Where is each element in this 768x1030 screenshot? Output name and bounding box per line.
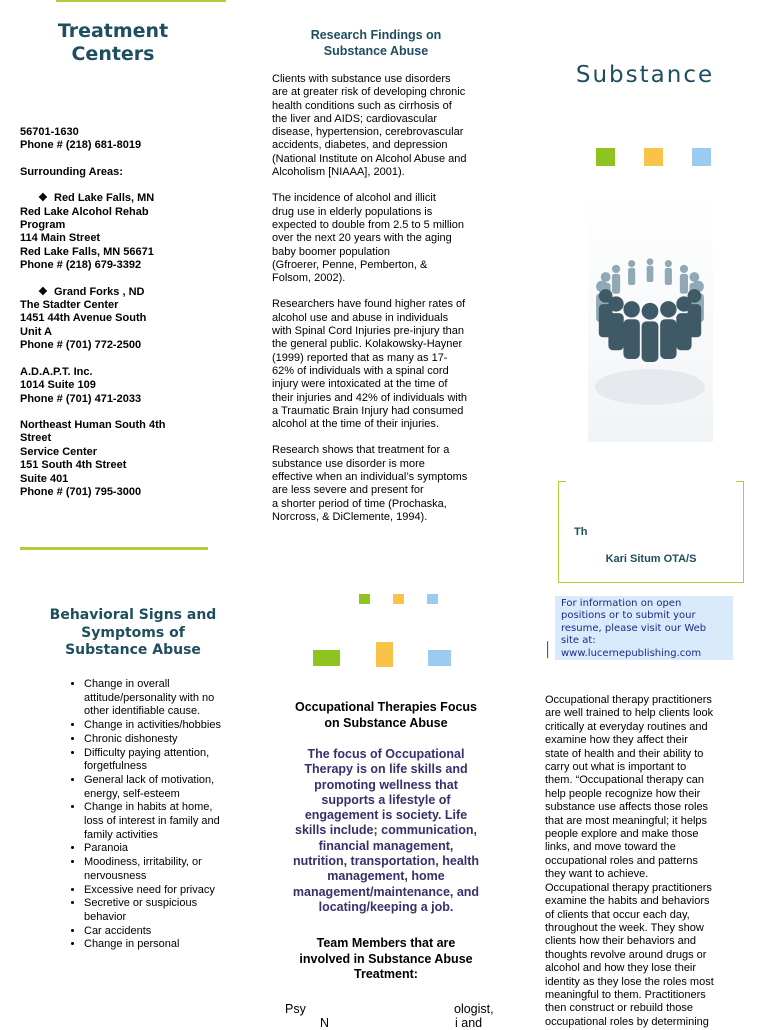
location-label: Grand Forks , ND: [54, 285, 145, 298]
phone-text: Phone # (218) 681-8019: [20, 139, 142, 152]
research-paragraph: Researchers have found higher rates of alcohol use and abuse in individuals with Spinal Cord Injuries pre-injury than the general public. Kolakowsky-Hayner (1999) reported that as many as 17- 62% of individuals with a spinal cord injury were intoxicated at the time of their injuries and 42% of individuals with a Traumatic Brain Injury had consumed alcohol at the time of their injuries.: [272, 298, 468, 431]
person-figure-body: [628, 268, 635, 285]
ot-paragraph: Occupational therapy practitioners are well trained to help clients look critically at everyday routines and examine how they affect their state of health and their ability to carry out what is important to them. “Occupational therapy can help people recognize how their substance use affects those roles that are most meaningful; it helps people explore and make those links, and move toward the occupational roles and patterns they want to achieve. Occupational therapy practitioners examine the habits and behaviors of clients that occur each day, throughout the week. They show clients how their behaviors and thoughts revolve around drugs or alcohol and how they lose their identity as they lose the roles most meaningful to them. Practitioners then construct or rebuild those occupational roles by determining: [545, 694, 714, 1028]
person-figure-head: [665, 260, 672, 267]
blue-square: [428, 650, 451, 666]
team-member-fragment: Psy: [285, 1002, 306, 1016]
author-box-top-edge: [736, 481, 744, 482]
surrounding-areas-label: Surrounding Areas:: [20, 165, 123, 178]
adapt-address: A.D.A.P.T. Inc. 1014 Suite 109 Phone # (701) 471-2033: [20, 365, 142, 405]
rule-divider-left: [20, 547, 208, 550]
orange-square: [644, 148, 663, 166]
signs-title: Behavioral Signs and Symptoms of Substance Abuse: [49, 607, 217, 658]
person-figure-body: [647, 266, 654, 282]
signs-list: [64, 678, 224, 952]
research-paragraph: Clients with substance use disorders are at greater risk of developing chronic health conditions such as cirrhosis of the liver and AIDS; cardiovascular disease, hypertension, cerebrovascular accidents, diabetes, and depression (National Institute on Alcohol Abuse and Alcoholism [NIAAA], 2001).: [272, 73, 467, 179]
sign-list-item: • Moodiness, irritability, or nervousness: [84, 856, 224, 883]
person-figure-head: [601, 272, 611, 282]
box-partial-text: Th: [574, 526, 588, 538]
research-body: [272, 73, 492, 524]
green-square: [596, 148, 615, 166]
orange-square: [376, 642, 393, 667]
green-square: [313, 650, 340, 666]
location-bullet-redlake: [20, 192, 240, 205]
team-member-fragment: N: [320, 1016, 330, 1030]
stadter-address: The Stadter Center 1451 44th Avenue South Unit A Phone # (701) 772-2500: [20, 299, 147, 352]
sign-list-item: • Secretive or suspicious behavior: [84, 897, 224, 924]
person-figure-body: [676, 313, 691, 350]
small-green-square: [359, 594, 370, 604]
person-figure-body: [665, 268, 672, 285]
zip-text: 56701-1630: [20, 126, 79, 138]
sign-list-item: • Excessive need for privacy: [84, 884, 224, 898]
research-paragraph: Research shows that treatment for a substance use disorder is more effective when an individual’s symptoms are less severe and present for a shorter period of time (Prochaska, Norcross, & DiClemente, 1994).: [272, 444, 468, 523]
hidden-heading-fragment: │: [544, 641, 553, 657]
redlake-address: Red Lake Alcohol Rehab Program 114 Main Street Red Lake Falls, MN 56671 Phone # (218) 679-3392: [20, 205, 154, 272]
location-label: Red Lake Falls, MN: [54, 192, 155, 205]
location-bullet-grandforks: [20, 286, 240, 299]
sign-list-item: • Difficulty paying attention, forgetfulness: [84, 747, 224, 774]
research-paragraph: The incidence of alcohol and illicit drug use in elderly populations is expected to double from 2.5 to 5 million over the next 20 years with the aging baby boomer population (Gfroerer, Penne, Pemberton, & Folsom, 2002).: [272, 192, 465, 285]
person-figure-body: [660, 319, 676, 359]
person-figure-body: [680, 274, 688, 294]
person-figure-head: [599, 289, 613, 303]
small-orange-square: [393, 594, 404, 604]
sign-list-item: • Chronic dishonesty: [84, 733, 224, 747]
person-figure-head: [612, 265, 620, 273]
person-figure-head: [623, 301, 639, 317]
person-figure-head: [660, 301, 676, 317]
ot-focus-title: Occupational Therapies Focus on Substance Abuse: [295, 700, 477, 730]
team-member-fragment: i and: [455, 1016, 483, 1030]
sign-list-item: • Change in habits at home, loss of interest in family and family activities: [84, 801, 224, 842]
person-figure-body: [642, 321, 659, 362]
author-name: Kari Situm OTA/S: [605, 553, 697, 565]
team-member-fragment: ologist,: [454, 1002, 494, 1016]
sign-list-item: • Change in overall attitude/personality with no other identifiable cause.: [84, 678, 224, 719]
contact-column: [20, 126, 240, 499]
treatment-centers-title: Treatment Centers: [57, 20, 169, 65]
substance-title: Substance: [575, 62, 715, 88]
author-box-top-edge: [558, 481, 566, 482]
person-figure-head: [689, 272, 699, 282]
person-figure-head: [676, 296, 691, 311]
diamond-bullet-icon: ❖: [38, 192, 48, 205]
people-circle-image: [588, 192, 713, 442]
sign-list-item: • Change in activities/hobbies: [84, 719, 224, 733]
diamond-bullet-icon: ❖: [38, 285, 48, 298]
people-circle-illustration: [588, 192, 713, 442]
person-figure-head: [628, 260, 635, 267]
person-figure-body: [599, 304, 613, 337]
sign-list-item: • Paranoia: [84, 842, 224, 856]
top-rule-left: [56, 0, 226, 2]
ot-focus-text: The focus of Occupational Therapy is on life skills and promoting wellness that supports a lifestyle of engagement is society. Life skills include; communication, financial management, nutrition, transportation, health management, home management/maintenance, and locating/keeping a job.: [292, 747, 480, 914]
team-members-title: Team Members that are involved in Substance Abuse Treatment:: [299, 936, 473, 981]
person-figure-head: [642, 303, 659, 320]
sign-list-item: • Change in personal: [84, 938, 224, 952]
research-title: Research Findings on Substance Abuse: [310, 28, 442, 58]
sign-list-item: • General lack of motivation, energy, self-esteem: [84, 774, 224, 801]
person-figure-head: [680, 265, 688, 273]
person-figure-head: [647, 258, 654, 265]
person-figure-body: [612, 274, 620, 294]
info-box: For information on open positions or to submit your resume, please visit our Web site at: www.lucernepublishing.com: [555, 596, 733, 660]
blue-square: [692, 148, 711, 166]
person-figure-body: [623, 319, 639, 359]
sign-list-item: • Car accidents: [84, 925, 224, 939]
northeast-address: Northeast Human South 4th Street Service Center 151 South 4th Street Suite 401 Phone # (701) 795-3000: [20, 418, 166, 498]
small-blue-square: [427, 594, 438, 604]
